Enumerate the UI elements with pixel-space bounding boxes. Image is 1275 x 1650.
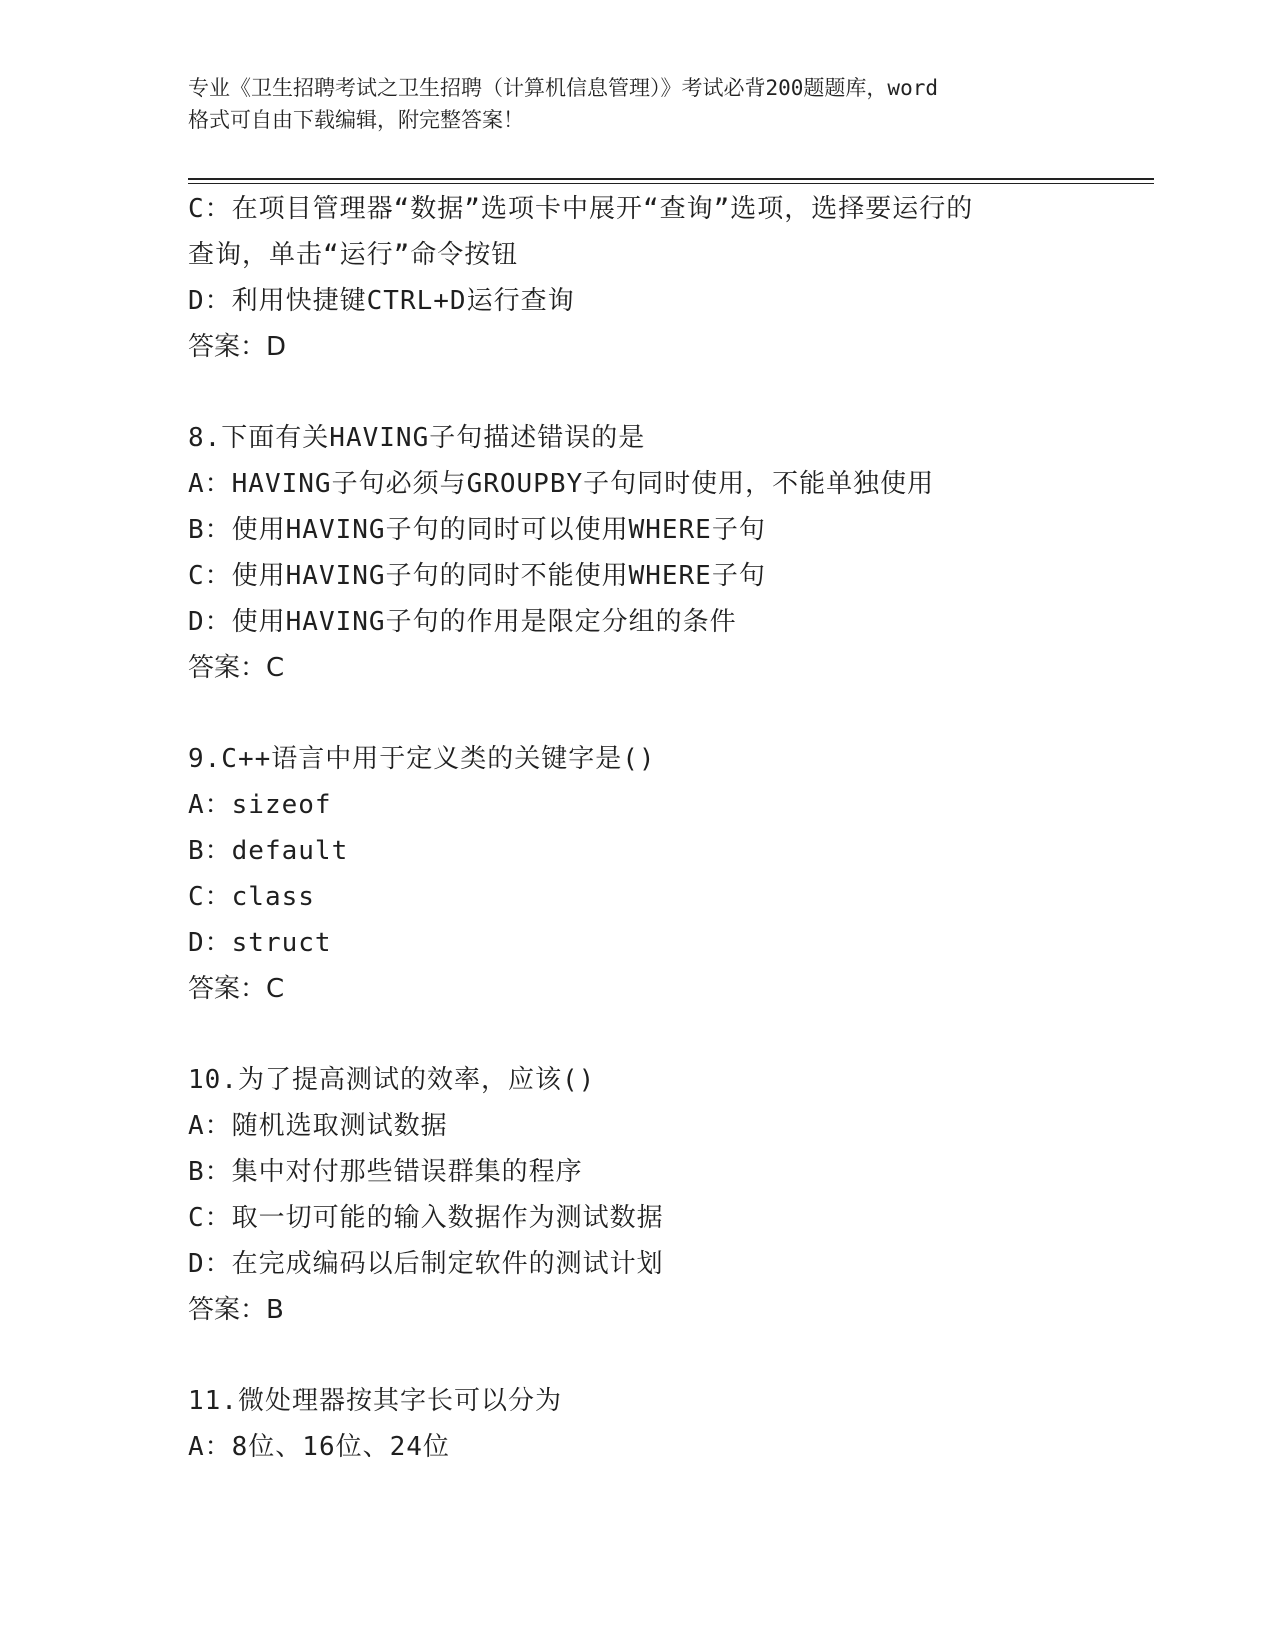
option-a: A：随机选取测试数据: [188, 1111, 448, 1141]
header-line-2: 格式可自由下载编辑，附完整答案！: [188, 108, 524, 132]
question-stem: 9.C++语言中用于定义类的关键字是(): [188, 744, 656, 774]
question-block-prev: [188, 186, 1088, 370]
header-line-1: 专业《卫生招聘考试之卫生招聘（计算机信息管理）》考试必背200题题库，word: [188, 76, 938, 100]
option-c: C：使用HAVING子句的同时不能使用WHERE子句: [188, 561, 766, 591]
option-c-continued: 查询，单击“运行”命令按钮: [188, 240, 519, 270]
answer-line: 答案：C: [188, 653, 285, 683]
option-d: D：struct: [188, 928, 332, 958]
question-block-10: [188, 1057, 1088, 1333]
header-rule-thick: [188, 178, 1154, 180]
option-d: D：在完成编码以后制定软件的测试计划: [188, 1249, 664, 1279]
option-a: A：sizeof: [188, 790, 332, 820]
question-stem: 11.微处理器按其字长可以分为: [188, 1386, 562, 1416]
question-block-11: [188, 1378, 1088, 1470]
question-list: [188, 186, 1088, 1470]
option-c: C：在项目管理器“数据”选项卡中展开“查询”选项，选择要运行的: [188, 194, 974, 224]
question-stem: 8.下面有关HAVING子句描述错误的是: [188, 423, 646, 453]
question-block-8: [188, 415, 1088, 691]
document-header: [188, 72, 1088, 136]
question-stem: 10.为了提高测试的效率，应该(): [188, 1065, 596, 1095]
option-c: C：class: [188, 882, 315, 912]
answer-line: 答案：B: [188, 1295, 284, 1325]
header-rule-thin: [188, 183, 1154, 184]
option-d: D：利用快捷键CTRL+D运行查询: [188, 286, 575, 316]
option-d: D：使用HAVING子句的作用是限定分组的条件: [188, 607, 737, 637]
option-a: A：HAVING子句必须与GROUPBY子句同时使用，不能单独使用: [188, 469, 935, 499]
answer-line: 答案：C: [188, 974, 285, 1004]
option-c: C：取一切可能的输入数据作为测试数据: [188, 1203, 664, 1233]
option-a: A：8位、16位、24位: [188, 1432, 450, 1462]
option-b: B：default: [188, 836, 349, 866]
option-b: B：使用HAVING子句的同时可以使用WHERE子句: [188, 515, 766, 545]
question-block-9: [188, 736, 1088, 1012]
option-b: B：集中对付那些错误群集的程序: [188, 1157, 583, 1187]
answer-line: 答案：D: [188, 332, 287, 362]
